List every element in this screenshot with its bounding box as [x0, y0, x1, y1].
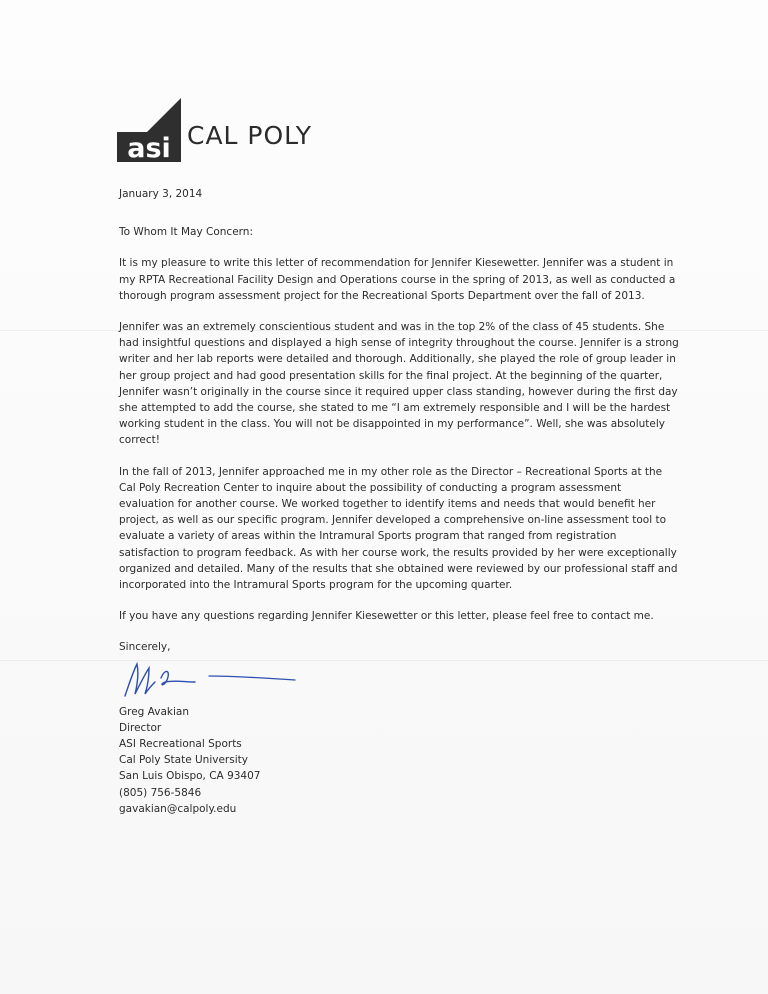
paragraph-introduction: It is my pleasure to write this letter of recommendation for Jennifer Kiesewetter. Jennifer was a student in my RPTA Recreational Facility Design and Operations course in the spring of 2013, as well as conducted a thorough program assessment project for the Recreational Sports Department over the fall of 2013.	[119, 257, 676, 302]
paragraph-assessment-project: In the fall of 2013, Jennifer approached me in my other role as the Director – Recreational Sports at the Cal Poly Recreation Center to inquire about the possibility of conducting a program assessment evaluation for another course. We worked together to identify items and needs that would benefit her project, as well as our specific program. Jennifer developed a comprehensive on-line assessment tool to evaluate a variety of areas within the Intramural Sports program that ranged from registration satisfaction to program feedback. As with her course work, the results provided by her were exceptionally organized and detailed. Many of the results that she obtained were reviewed by our professional staff and incorporated into the Intramural Sports program for the upcoming quarter.	[119, 465, 678, 592]
signatory-title: Director	[119, 721, 162, 734]
signature-block	[119, 704, 679, 817]
signatory-institution: Cal Poly State University	[119, 754, 248, 767]
signatory-name: Greg Avakian	[119, 705, 189, 718]
signatory-department: ASI Recreational Sports	[119, 738, 242, 751]
letter-date: January 3, 2014	[119, 188, 203, 200]
letter-body	[119, 186, 679, 817]
signatory-address: San Luis Obispo, CA 93407	[119, 770, 261, 783]
paragraph-performance: Jennifer was an extremely conscientious student and was in the top 2% of the class of 45 students. She had insightful questions and displayed a high sense of integrity throughout the course. Jennifer is a strong writer and her lab reports were detailed and thorough. Additionally, she played the role of group leader in her group project and had good presentation skills for the final project. At the beginning of the quarter, Jennifer wasn’t originally in the course since it required upper class standing, however during the first day she attempted to add the course, she stated to me “I am extremely responsible and I will be the hardest working student in the class. You will not be disappointed in my performance”. Well, she was absolutely correct!	[119, 321, 679, 447]
signatory-phone: (805) 756-5846	[119, 786, 202, 799]
letter-salutation: To Whom It May Concern:	[119, 226, 253, 239]
paragraph-contact: If you have any questions regarding Jennifer Kiesewetter or this letter, please feel free to contact me.	[119, 610, 654, 623]
logo-university-name: CAL POLY	[187, 121, 313, 150]
asi-cal-poly-logo	[117, 98, 357, 162]
asi-logo-mark	[117, 98, 181, 162]
logo-abbreviation: asi	[127, 133, 171, 162]
signatory-email: gavakian@calpoly.edu	[119, 802, 237, 815]
letter-closing: Sincerely,	[119, 641, 171, 654]
handwritten-signature	[115, 654, 305, 704]
